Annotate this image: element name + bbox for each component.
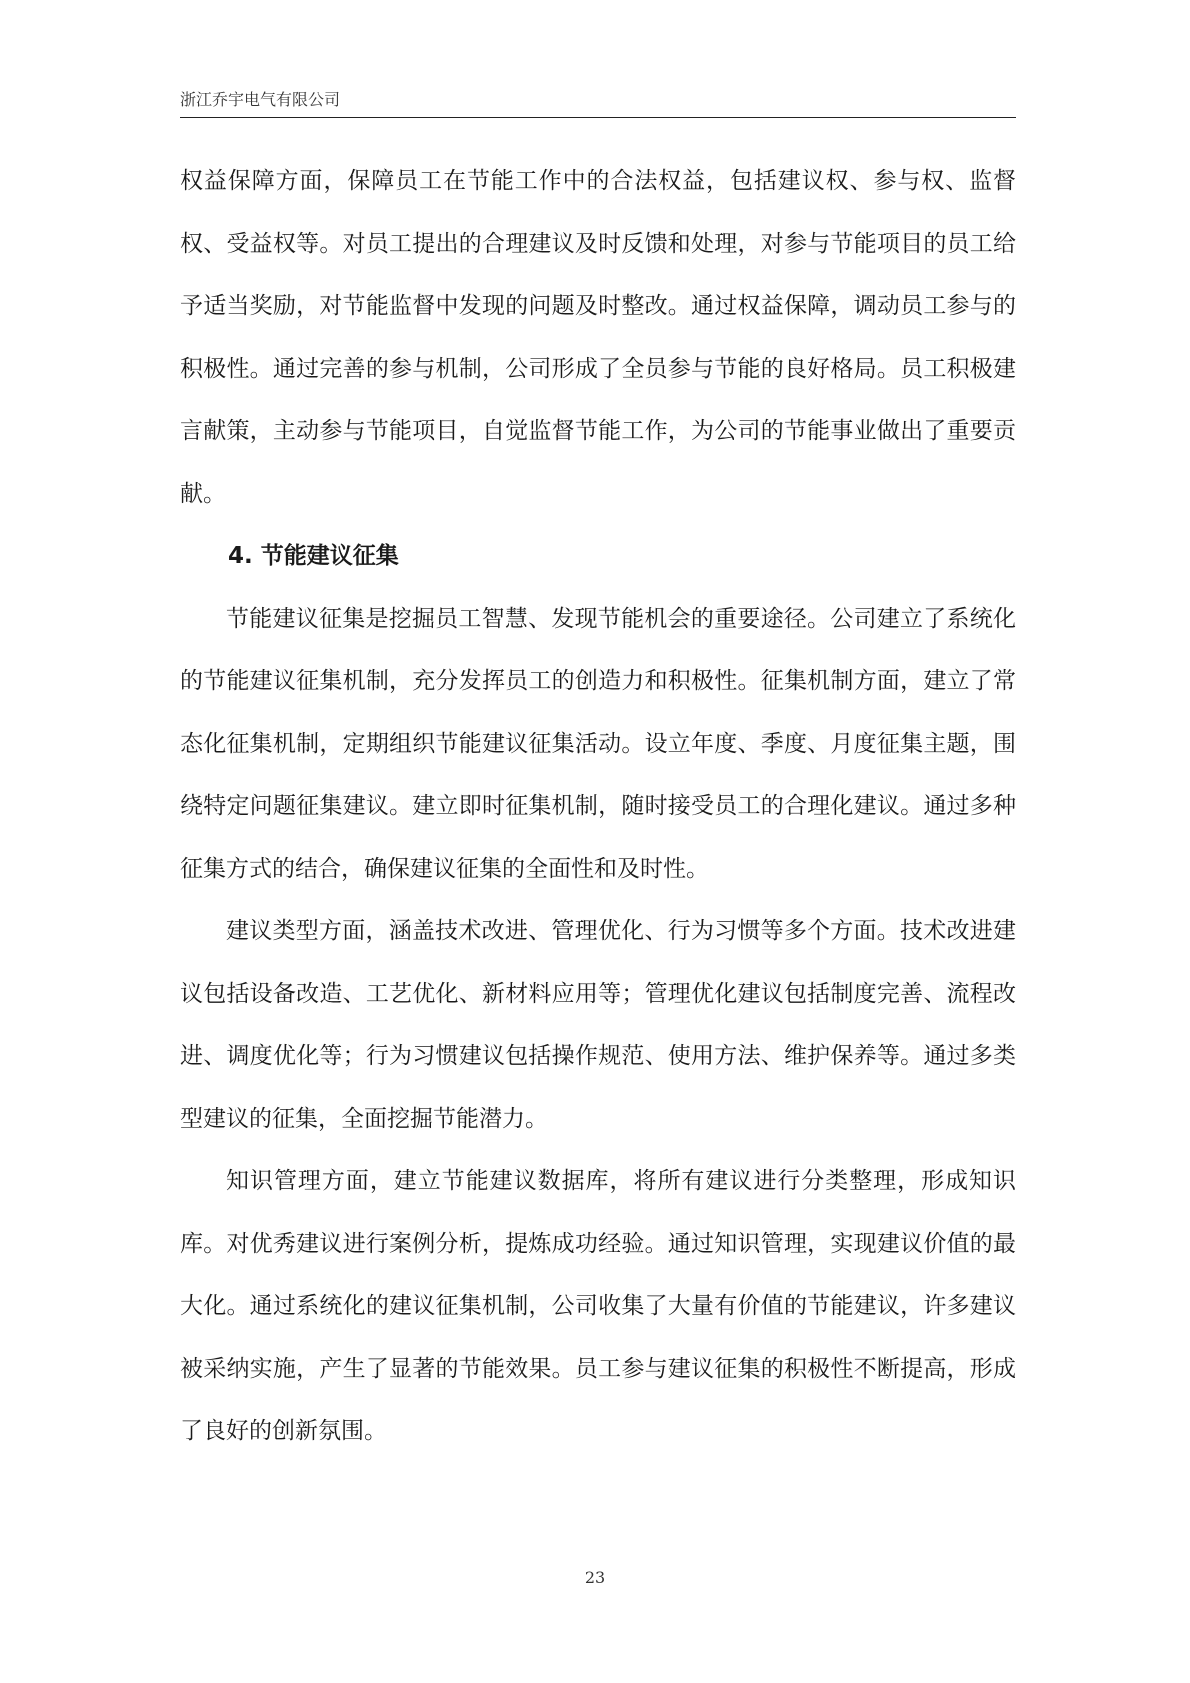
- page-body: [180, 150, 1016, 1463]
- paragraph-suggestion-collection: 节能建议征集是挖掘员工智慧、发现节能机会的重要途径。公司建立了系统化的节能建议征集机制，充分发挥员工的创造力和积极性。征集机制方面，建立了常态化征集机制，定期组织节能建议征集活动。设立年度、季度、月度征集主题，围绕特定问题征集建议。建立即时征集机制，随时接受员工的合理化建议。通过多种征集方式的结合，确保建议征集的全面性和及时性。: [180, 605, 1016, 882]
- paragraph-knowledge-management: 知识管理方面，建立节能建议数据库，将所有建议进行分类整理，形成知识库。对优秀建议进行案例分析，提炼成功经验。通过知识管理，实现建议价值的最大化。通过系统化的建议征集机制，公司收集了大量有价值的节能建议，许多建议被采纳实施，产生了显著的节能效果。员工参与建议征集的积极性不断提高，形成了良好的创新氛围。: [180, 1168, 1016, 1444]
- page-footer: [0, 1568, 1190, 1588]
- page-header: [180, 86, 1016, 118]
- paragraph-rights-protection: 权益保障方面，保障员工在节能工作中的合法权益，包括建议权、参与权、监督权、受益权等。对员工提出的合理建议及时反馈和处理，对参与节能项目的员工给予适当奖励，对节能监督中发现的问题及时整改。通过权益保障，调动员工参与的积极性。通过完善的参与机制，公司形成了全员参与节能的良好格局。员工积极建言献策，主动参与节能项目，自觉监督节能工作，为公司的节能事业做出了重要贡献。: [180, 168, 1016, 507]
- header-company-name: 浙江乔宇电气有限公司: [180, 90, 341, 109]
- page-number: 23: [584, 1568, 606, 1587]
- section-heading: 4. 节能建议征集: [228, 543, 399, 569]
- paragraph-suggestion-types: 建议类型方面，涵盖技术改进、管理优化、行为习惯等多个方面。技术改进建议包括设备改造、工艺优化、新材料应用等；管理优化建议包括制度完善、流程改进、调度优化等；行为习惯建议包括操作规范、使用方法、维护保养等。通过多类型建议的征集，全面挖掘节能潜力。: [180, 918, 1016, 1132]
- header-divider: [180, 117, 1016, 118]
